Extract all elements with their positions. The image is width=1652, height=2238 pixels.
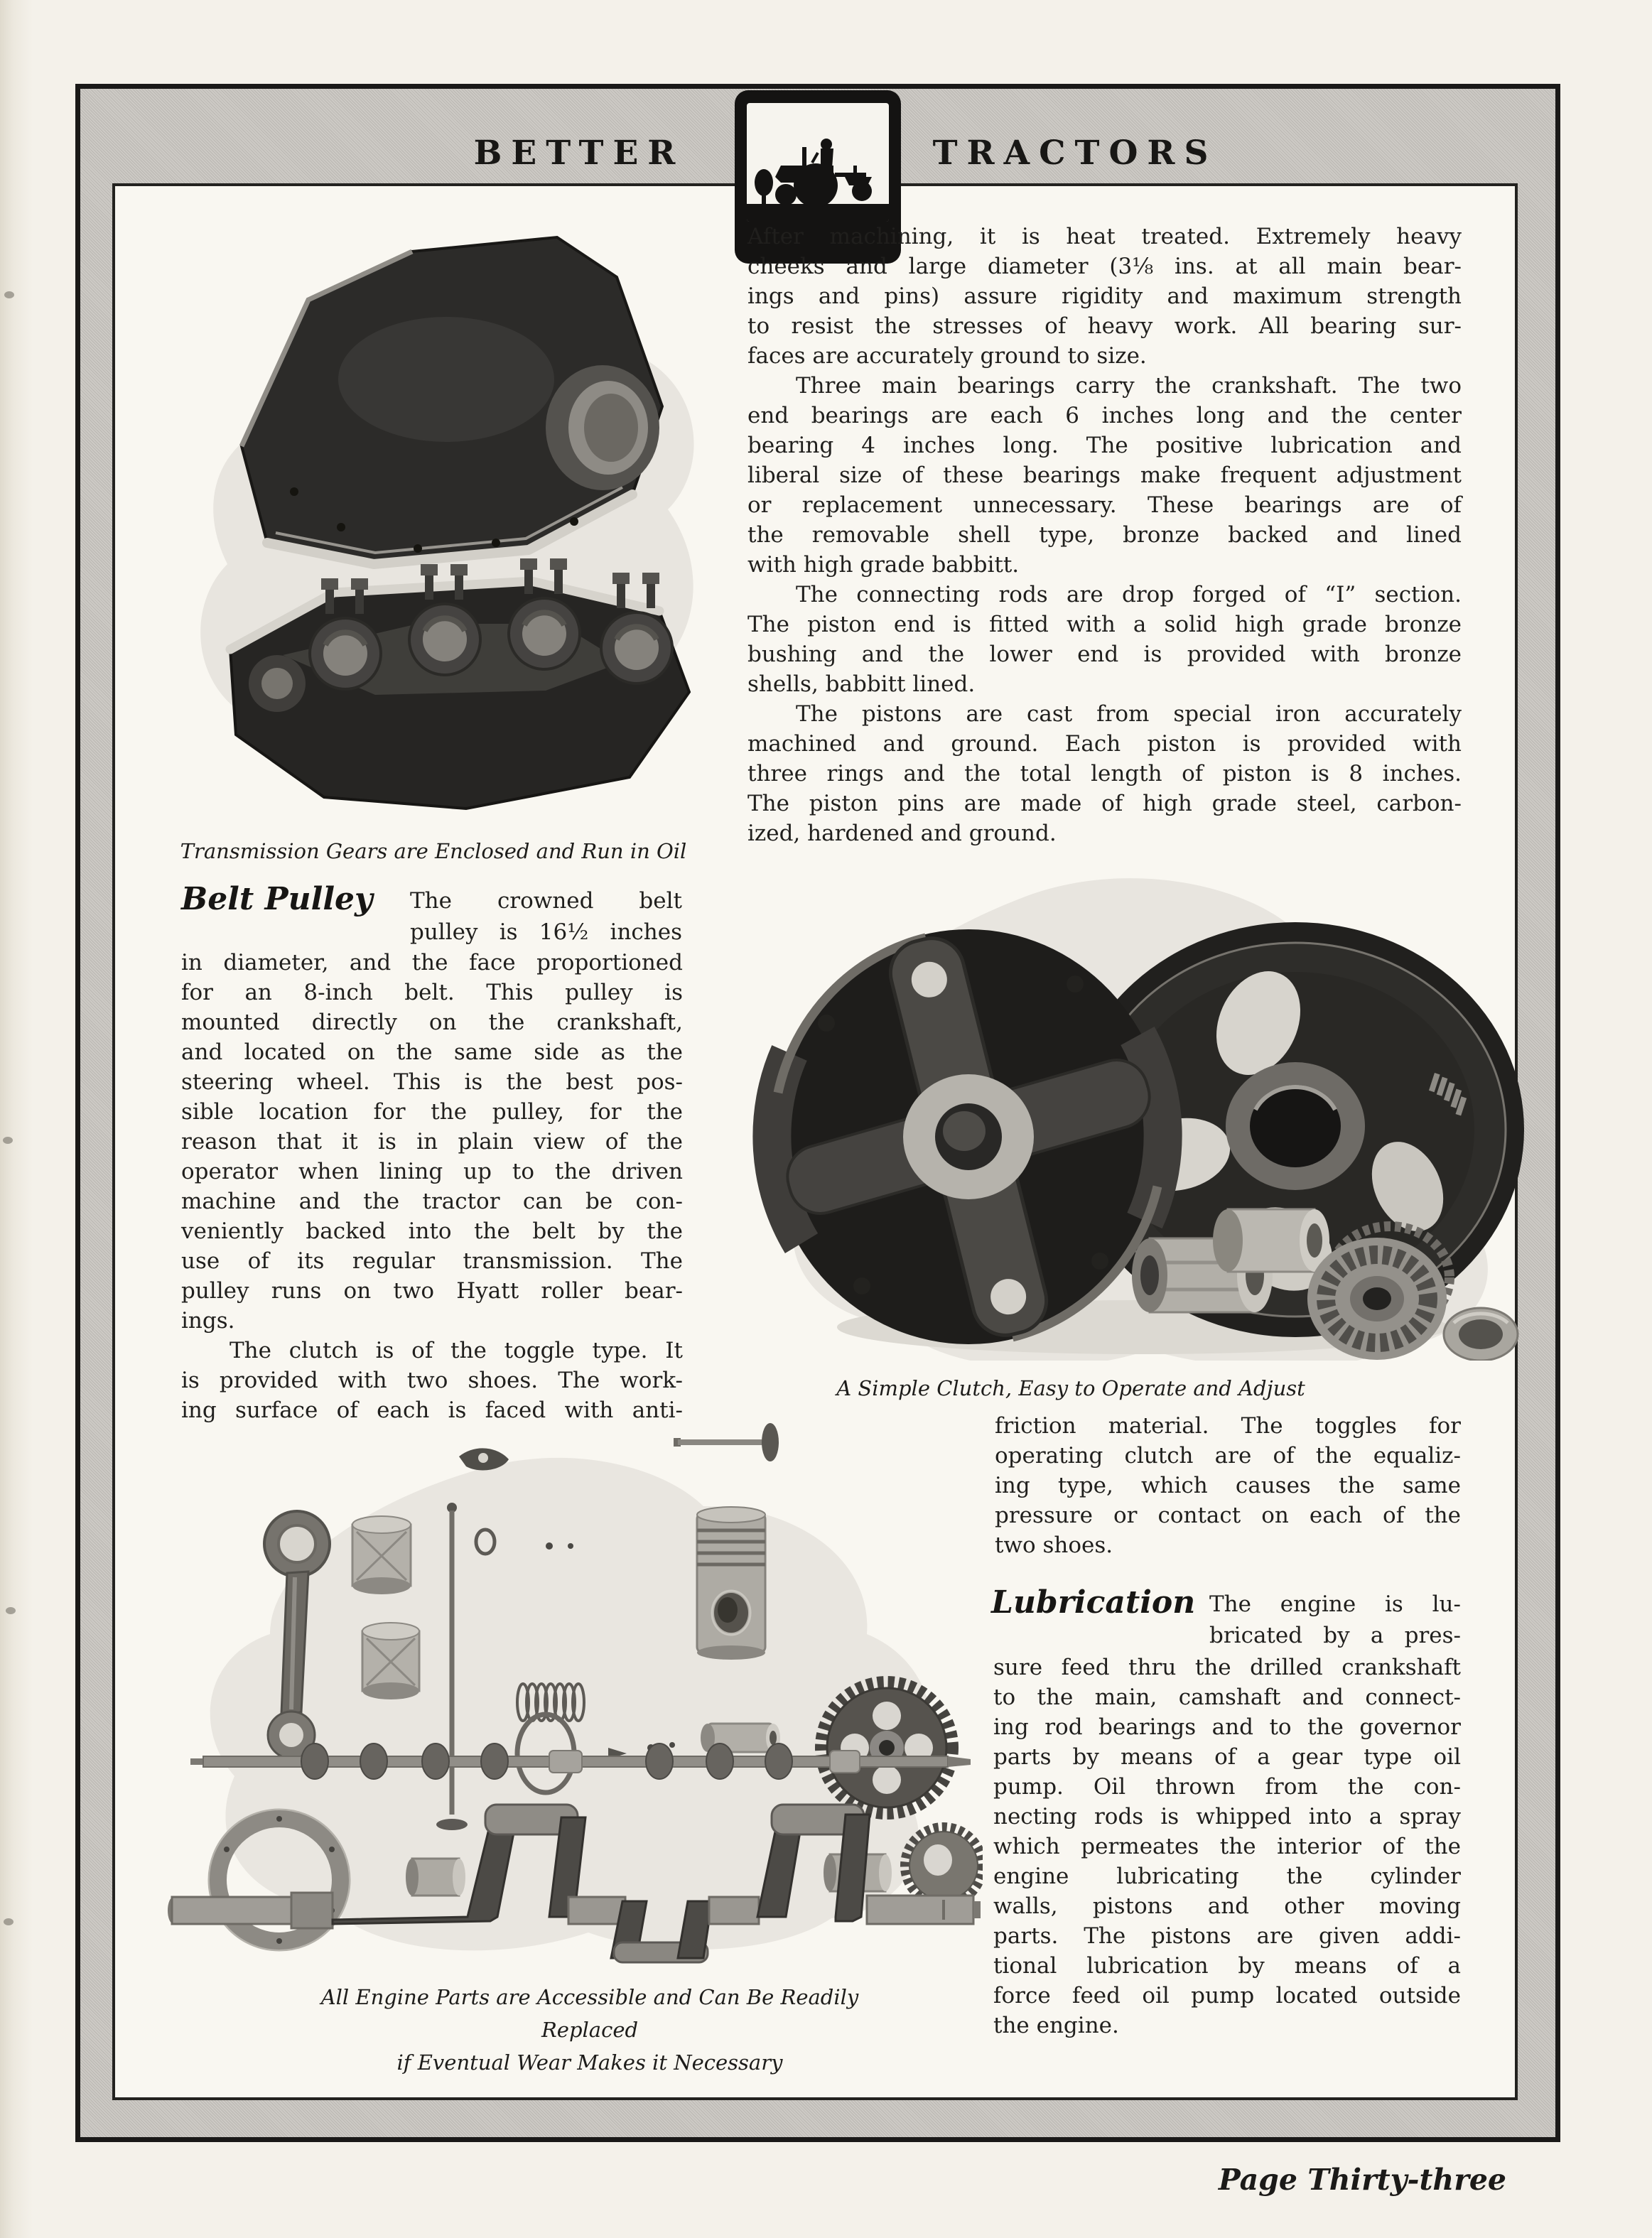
paragraph: in diameter, and the face proportioned for an 8-inch belt. This pulley is mounted directly on the crankshaft, and located on the same side as the steering wheel. This is the best pos- sible location for the pulley, for the reason that it is in plain view of the operator when lining up to the driven machine and the tractor can be con- veniently backed into the belt by the use of its regular transmission. The pulley runs on two Hyatt roller bear- (181, 950, 683, 1304)
paragraph: sure feed thru the drilled crankshaft to the main, camshaft and connect- ing rod bearings and to the governor parts by means of a gear type oil pump. Oil thrown from the con- necting rods is whipped into a spray which permeates the interior of the engine lubricating the cylinder walls, pistons and other moving parts. The pistons are given addi- tional lubrication by means of a force feed oil pump located outside (993, 1655, 1461, 2009)
paragraph: The pistons are cast from special iron accurately machined and ground. Each piston is provided with three rings and the total length of piston is 8 inches. The piston pins are made of high grade steel, carbon- (747, 701, 1462, 816)
header-title-right: TRACTORS (932, 134, 1218, 173)
page-number: Page Thirty-three (1218, 2163, 1506, 2197)
lubrication-body (993, 1653, 1461, 2040)
binding-speck (3, 1137, 13, 1144)
paragraph-last-line: ized, hardened and ground. (747, 821, 1057, 846)
figure-clutch-caption: A Simple Clutch, Easy to Operate and Adjust (836, 1376, 1305, 1400)
friction-paragraph (995, 1411, 1461, 1560)
paragraph: friction material. The toggles for operating clutch are of the equaliz- ing type, which causes the same pressure or contact on each of the (995, 1413, 1461, 1528)
paragraph: Three main bearings carry the crankshaft. The two end bearings are each 6 inches long and the center bearing 4 inches long. The positive lubrication and liberal size of these bearings make frequent adjustment or replacement unnecessary. These bearings are of the removable shell type, bronze backed and lined (747, 373, 1462, 548)
valve-horizontal (674, 1423, 779, 1461)
clutch-mechanism (770, 929, 1167, 1344)
binding-speck (4, 1918, 14, 1925)
section-heading-belt-pulley: Belt Pulley (181, 881, 373, 917)
transmission-upper-half (242, 237, 662, 564)
figure-transmission-caption: Transmission Gears are Enclosed and Run in Oil (180, 839, 687, 863)
figure-engine-parts-caption (270, 1981, 909, 2079)
piston (697, 1507, 765, 1660)
figure-engine-parts-photo (162, 1420, 983, 1967)
lubrication-runin: The engine is lu- bricated by a pres- (1209, 1591, 1461, 1648)
figure-clutch-photo (730, 853, 1526, 1361)
scan-left-edge (0, 0, 33, 2238)
paragraph-last-line: with high grade babbitt. (747, 552, 1020, 578)
small-part-dot (568, 1543, 573, 1549)
paragraph-last-line: shells, babbitt lined. (747, 671, 976, 697)
caption-line: All Engine Parts are Accessible and Can Be Readily Replaced (320, 1985, 859, 2042)
figure-transmission-photo (162, 193, 725, 818)
tractor-emblem-panel (747, 103, 889, 222)
caption-line: if Eventual Wear Makes it Necessary (396, 2050, 783, 2075)
binding-speck (6, 1607, 16, 1614)
paragraph-last-line: faces are accurately ground to size. (747, 343, 1147, 369)
small-part-dot (669, 1742, 675, 1748)
header-title-left: BETTER (473, 134, 685, 173)
timing-gear-large (821, 1682, 952, 1813)
tractor-icon (747, 103, 889, 222)
paragraph: After machining, it is heat treated. Extremely heavy cheeks and large diameter (3⅛ ins. at all main bear- ings and pins) assure rigidity and maximum strength to resist the stresses of heavy work. All bearing sur- (747, 224, 1462, 339)
paragraph: The connecting rods are drop forged of “I” section. The piston end is fitted with a solid high grade bronze bushing and the lower end is provided with bronze (747, 582, 1462, 667)
belt-pulley-body (181, 948, 683, 1425)
belt-pulley-runin: The crowned belt pulley is 16½ inches (410, 888, 682, 945)
small-part-dot (546, 1542, 553, 1550)
clutch-bushing-ring (1444, 1308, 1518, 1361)
paragraph: The clutch is of the toggle type. It is provided with two shoes. The work- ing surface of each is faced with anti- (181, 1338, 683, 1423)
right-column-text (747, 222, 1462, 848)
section-heading-lubrication: Lubrication (991, 1584, 1196, 1621)
paragraph-last-line: two shoes. (995, 1532, 1113, 1558)
paragraph-last-line: ings. (181, 1308, 235, 1334)
binding-speck (4, 291, 14, 298)
paragraph-last-line: the engine. (993, 2013, 1119, 2038)
